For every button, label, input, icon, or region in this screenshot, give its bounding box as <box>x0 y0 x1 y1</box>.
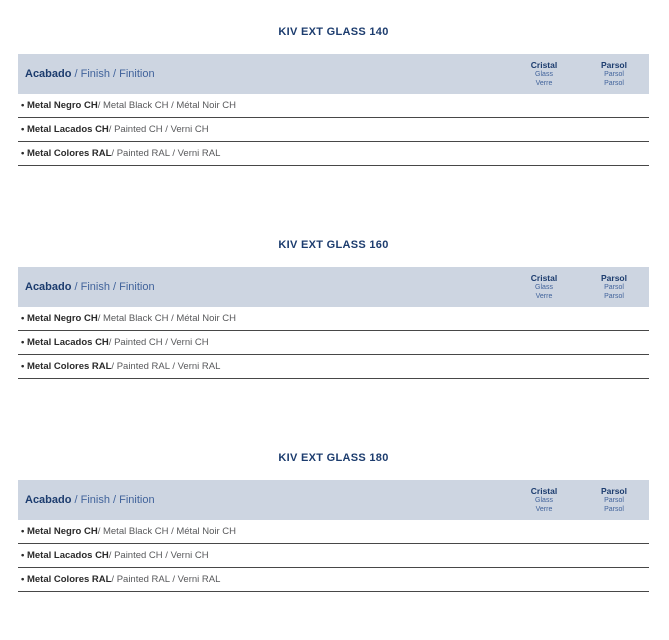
table-header-band <box>18 54 649 94</box>
finish-name-bold: • Metal Negro CH <box>21 313 98 324</box>
column-headers <box>509 60 649 88</box>
finish-name-bold: • Metal Lacados CH <box>21 550 109 561</box>
finish-name-bold: • Metal Colores RAL <box>21 574 112 585</box>
table-header-band <box>18 480 649 520</box>
finish-header-bold: Acabado <box>25 281 72 293</box>
column-label-fr: Verre <box>535 506 553 513</box>
column-headers <box>509 486 649 514</box>
finish-name-translations: / Painted CH / Verni CH <box>108 337 209 348</box>
column-label-fr: Verre <box>535 293 553 300</box>
column-label-es: Parsol <box>601 60 627 70</box>
column-label-es: Cristal <box>530 60 558 70</box>
column-header-parsol <box>579 273 649 301</box>
column-header-parsol <box>579 486 649 514</box>
table-row <box>18 520 649 544</box>
finish-name-bold: • Metal Negro CH <box>21 100 98 111</box>
column-header-cristal <box>509 60 579 88</box>
column-label-es: Parsol <box>601 273 627 283</box>
table-row <box>18 544 649 568</box>
finish-header-bold: Acabado <box>25 494 72 506</box>
table-title: KIV EXT GLASS 180 <box>278 452 389 464</box>
spec-table-kiv-ext-glass-180 <box>18 452 649 592</box>
column-label-en: Glass <box>535 497 553 504</box>
finish-header-label <box>25 494 155 506</box>
spec-table-kiv-ext-glass-160 <box>18 239 649 379</box>
table-title: KIV EXT GLASS 140 <box>278 26 389 38</box>
table-row <box>18 142 649 166</box>
table-row <box>18 307 649 331</box>
table-row <box>18 331 649 355</box>
column-label-en: Parsol <box>604 497 624 504</box>
column-header-parsol <box>579 60 649 88</box>
finish-name-translations: / Painted RAL / Verni RAL <box>111 574 221 585</box>
column-header-cristal <box>509 486 579 514</box>
finish-name-bold: • Metal Lacados CH <box>21 124 109 135</box>
finish-name-translations: / Metal Black CH / Métal Noir CH <box>97 526 237 537</box>
finish-name-bold: • Metal Colores RAL <box>21 148 112 159</box>
finish-name-bold: • Metal Negro CH <box>21 526 98 537</box>
column-headers <box>509 273 649 301</box>
spec-table-kiv-ext-glass-140 <box>18 26 649 166</box>
finish-name-translations: / Painted CH / Verni CH <box>108 124 209 135</box>
table-row <box>18 355 649 379</box>
table-row <box>18 568 649 592</box>
finish-name-bold: • Metal Colores RAL <box>21 361 112 372</box>
column-label-fr: Parsol <box>604 80 624 87</box>
column-label-en: Glass <box>535 284 553 291</box>
column-header-cristal <box>509 273 579 301</box>
table-header-band <box>18 267 649 307</box>
finish-header-rest: / Finish / Finition <box>71 68 155 80</box>
finish-header-label <box>25 68 155 80</box>
column-label-en: Parsol <box>604 284 624 291</box>
finish-name-bold: • Metal Lacados CH <box>21 337 109 348</box>
table-title: KIV EXT GLASS 160 <box>278 239 389 251</box>
column-label-fr: Parsol <box>604 293 624 300</box>
finish-header-rest: / Finish / Finition <box>71 494 155 506</box>
finish-name-translations: / Painted RAL / Verni RAL <box>111 361 221 372</box>
finish-name-translations: / Painted CH / Verni CH <box>108 550 209 561</box>
finish-header-label <box>25 281 155 293</box>
column-label-en: Glass <box>535 71 553 78</box>
finish-name-translations: / Painted RAL / Verni RAL <box>111 148 221 159</box>
column-label-en: Parsol <box>604 71 624 78</box>
table-row <box>18 118 649 142</box>
column-label-es: Cristal <box>530 486 558 496</box>
finish-header-bold: Acabado <box>25 68 72 80</box>
finish-name-translations: / Metal Black CH / Métal Noir CH <box>97 313 237 324</box>
column-label-es: Parsol <box>601 486 627 496</box>
column-label-fr: Parsol <box>604 506 624 513</box>
finish-header-rest: / Finish / Finition <box>71 281 155 293</box>
table-row <box>18 94 649 118</box>
column-label-fr: Verre <box>535 80 553 87</box>
column-label-es: Cristal <box>530 273 558 283</box>
finish-name-translations: / Metal Black CH / Métal Noir CH <box>97 100 237 111</box>
